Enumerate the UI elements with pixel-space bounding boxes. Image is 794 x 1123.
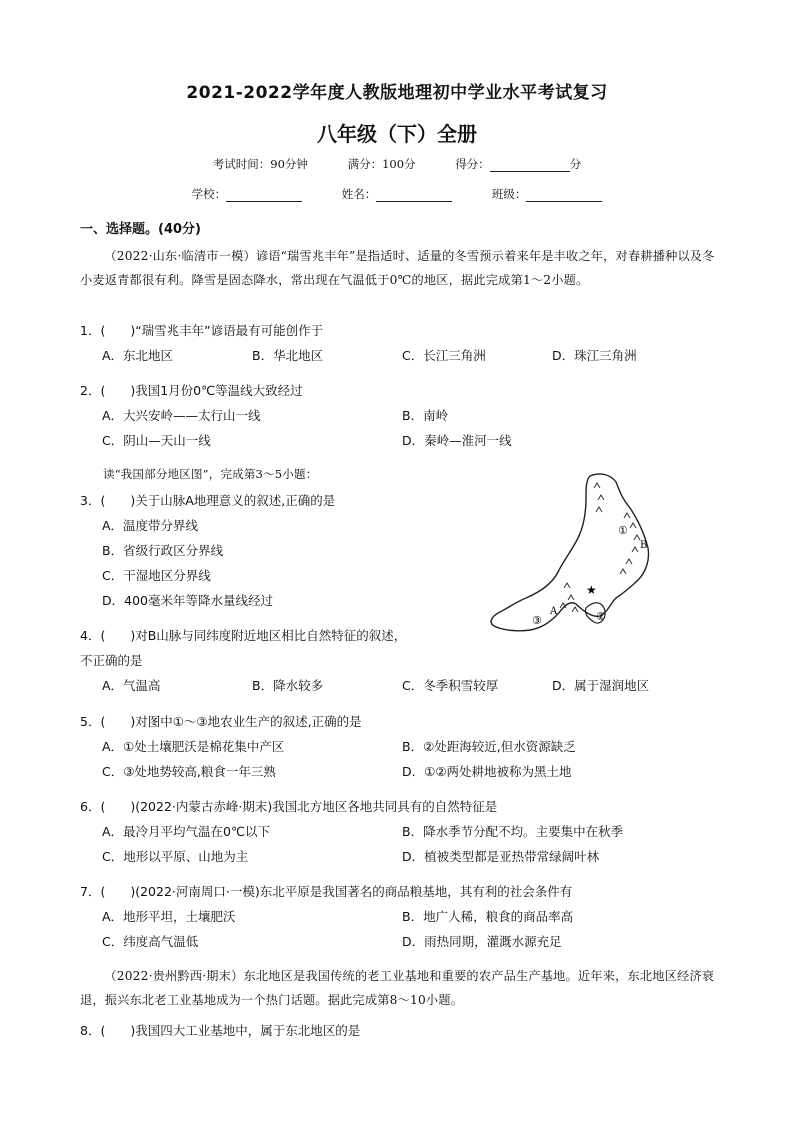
name-blank [376, 189, 452, 202]
question-4-continued: 不正确的是 [80, 653, 143, 668]
question-7: 7．( )(2022·河南周口·一模)东北平原是我国著名的商品粮基地，其有利的社会条件有 [80, 884, 573, 899]
exam-subtitle: 八年级（下）全册 [317, 122, 477, 146]
option: A．大兴安岭——太行山一线 [102, 408, 261, 423]
capital-star-icon: ★ [586, 583, 597, 597]
question-8: 8．( )我国四大工业基地中，属于东北地区的是 [80, 1023, 361, 1038]
option: A．气温高 [102, 678, 161, 693]
class-blank [526, 189, 602, 202]
question-6-options-row1 [102, 822, 623, 840]
option: C．③处地势较高,粮食一年三熟 [102, 764, 276, 779]
school-blank [226, 189, 302, 202]
option: D．属于湿润地区 [552, 678, 650, 693]
option: D．①②两处耕地被称为黑土地 [402, 764, 572, 779]
region-map [460, 468, 680, 648]
option: B．降水较多 [252, 678, 324, 693]
exam-title: 2021-2022学年度人教版地理初中学业水平考试复习 [186, 83, 608, 103]
option: D．植被类型都是亚热带常绿阔叶林 [402, 849, 600, 864]
intro-paragraph-3: （2022·贵州黔西·期末）东北地区是我国传统的老工业基地和重要的农产品生产基地。近年来，东北地区经济衰退，振兴东北老工业基地成为一个热门话题。据此完成第8～10小题。 [80, 969, 715, 1007]
question-6: 6．( )(2022·内蒙古赤峰·期末)我国北方地区各地共同具有的自然特征是 [80, 799, 498, 814]
student-info-row [0, 186, 794, 202]
full-score: 满分：100分 [347, 157, 416, 171]
option: D．雨热同期，灌溉水源充足 [402, 934, 562, 949]
exam-info-row [0, 156, 794, 172]
option: B．降水季节分配不均。主要集中在秋季 [402, 824, 624, 839]
option: B．华北地区 [252, 348, 324, 363]
option: A．温度带分界线 [102, 518, 199, 533]
question-2-options-row2 [102, 431, 512, 449]
option: C．干湿地区分界线 [102, 568, 211, 583]
option: D．400毫米年等降水量线经过 [102, 593, 273, 608]
option: A．地形平坦，土壤肥沃 [102, 909, 236, 924]
option: D．秦岭—淮河一线 [402, 433, 512, 448]
option: B．地广人稀，粮食的商品率高 [402, 909, 574, 924]
option: C．地形以平原、山地为主 [102, 849, 249, 864]
question-3: 3．( )关于山脉A地理意义的叙述,正确的是 [80, 493, 336, 508]
question-7-options-row2 [102, 932, 562, 950]
question-4-options [102, 676, 722, 694]
option: C．长江三角洲 [402, 348, 486, 363]
school-field: 学校： [192, 186, 303, 202]
mountain-range-b [620, 513, 640, 574]
question-5: 5．( )对图中①～③地农业生产的叙述,正确的是 [80, 714, 362, 729]
map-label-3: ③ [532, 614, 542, 627]
option: C．纬度高气温低 [102, 934, 199, 949]
intro-paragraph-2: 读“我国部分地区图”，完成第3～5小题： [103, 467, 318, 481]
option: C．冬季积雪较厚 [402, 678, 499, 693]
map-label-a: A [550, 606, 558, 617]
option: C．阴山—天山一线 [102, 433, 211, 448]
question-1: 1．( )“瑞雪兆丰年”谚语最有可能创作于 [80, 323, 324, 338]
question-4: 4．( )对B山脉与同纬度附近地区相比自然特征的叙述， [80, 628, 407, 643]
intro-paragraph-1: （2022·山东·临清市一模）谚语“瑞雪兆丰年”是指适时、适量的冬雪预示着来年是丰收之年，对春耕播种以及冬小麦返青都很有利。降雪是固态降水，常出现在气温低于0℃的地区，据此完成第1～2小题。 [80, 249, 715, 287]
name-field: 姓名： [342, 186, 453, 202]
map-outline [491, 474, 648, 631]
exam-time: 考试时间：90分钟 [212, 157, 308, 171]
map-label-2: ② [596, 610, 606, 623]
option: B．②处距海较近,但水资源缺乏 [402, 739, 576, 754]
map-label-1: ① [618, 524, 628, 537]
option: B．省级行政区分界线 [102, 543, 224, 558]
question-2-options-row1 [102, 406, 448, 424]
question-5-options-row1 [102, 737, 576, 755]
score-blank [490, 159, 570, 172]
question-5-options-row2 [102, 762, 572, 780]
section-title: 一、选择题。(40分) [80, 222, 201, 237]
option: B．南岭 [402, 408, 449, 423]
option: D．珠江三角洲 [552, 348, 637, 363]
map-label-b: B [640, 540, 648, 551]
question-2: 2．( )我国1月份0℃等温线大致经过 [80, 383, 303, 398]
option: A．最冷月平均气温在0℃以下 [102, 824, 271, 839]
question-7-options-row1 [102, 907, 573, 925]
question-1-options [102, 346, 722, 364]
score-field: 得分： 分 [455, 157, 582, 171]
question-6-options-row2 [102, 847, 599, 865]
class-field: 班级： [492, 186, 603, 202]
mountain-range-north [594, 483, 604, 512]
option: A．东北地区 [102, 348, 174, 363]
option: A．①处土壤肥沃是棉花集中产区 [102, 739, 285, 754]
